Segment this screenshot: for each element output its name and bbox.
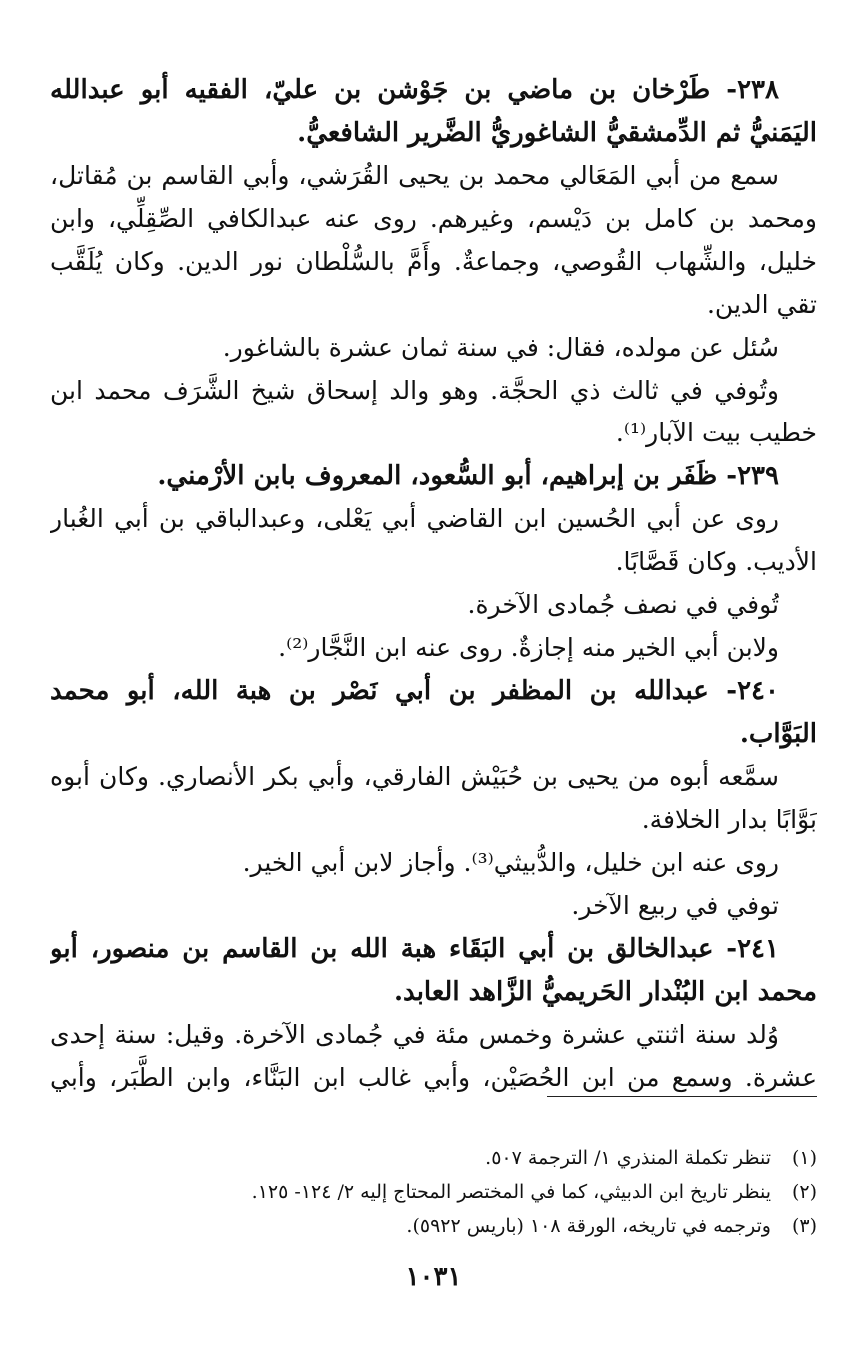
entry-239-heading: ٢٣٩- ظَفَر بن إبراهيم، أبو السُّعود، المعروف بابن الأرْمني. <box>157 461 779 491</box>
entry-240-text: سمَّعه أبوه من يحيى بن حُبَيْش الفارقي، وأبي بكر الأنصاري. وكان أبوه <box>50 762 779 791</box>
entry-240-heading-cont: البَوَّاب. <box>739 719 817 749</box>
entry-238-text: سمع من أبي المَعَالي محمد بن يحيى القُرَشي، وأبي القاسم بن مُقاتل، <box>50 161 779 190</box>
entry-240-heading: ٢٤٠- عبدالله بن المظفر بن أبي نَصْر بن هبة الله، أبو محمد <box>50 676 779 706</box>
page-number: ١٠٣١ <box>405 1262 462 1292</box>
footnote-text: تنظر تكملة المنذري ١/ الترجمة ٥٠٧. <box>485 1147 771 1169</box>
footnote-divider <box>547 1096 817 1097</box>
footnote-number: (٣) <box>791 1215 817 1237</box>
footnote-text: وترجمه في تاريخه، الورقة ١٠٨ (باريس ٥٩٢٢). <box>406 1215 771 1237</box>
entry-238-text: تقي الدين. <box>706 290 817 319</box>
entry-238-birth: سُئل عن مولده، فقال: في سنة ثمان عشرة بالشاغور. <box>222 333 779 362</box>
entry-241-text: عشرة. وسمع من ابن الحُصَيْن، وأبي غالب ابن البَنَّاء، وابن الطَّبَر، وأبي <box>50 1063 817 1092</box>
footnote-1 <box>50 1143 817 1173</box>
entry-238-heading: ٢٣٨- طَرْخان بن ماضي بن جَوْشن بن عليّ، الفقيه أبو عبدالله <box>50 75 779 105</box>
entry-240-text: بَوَّابًا بدار الخلافة. <box>641 805 817 834</box>
footnote-number: (٢) <box>791 1181 817 1203</box>
entry-241-text: وُلد سنة اثنتي عشرة وخمس مئة في جُمادى الآخرة. وقيل: سنة إحدى <box>50 1020 779 1049</box>
entry-239-note: ولابن أبي الخير منه إجازةٌ. روى عنه ابن النَّجَّار⁽²⁾. <box>278 633 779 662</box>
entry-238-text: خليل، والشِّهاب القُوصي، وجماعةٌ. وأَمَّ بالسُّلْطان نور الدين. وكان يُلَقَّب <box>50 247 817 276</box>
footnote-number: (١) <box>791 1147 817 1169</box>
entry-241-heading-cont: محمد ابن البُنْدار الحَريميُّ الزَّاهد العابد. <box>394 977 817 1007</box>
entry-240-narrators: روى عنه ابن خليل، والدُّبيثي⁽³⁾. وأجاز لابن أبي الخير. <box>242 848 779 877</box>
entry-238-text: ومحمد بن كامل بن دَيْسم، وغيرهم. روى عنه عبدالكافي الصِّقِلِّي، وابن <box>50 204 817 233</box>
entry-238-heading-cont: اليَمَنيُّ ثم الدِّمشقيُّ الشاغوريُّ الضَّرير الشافعيُّ. <box>297 118 817 148</box>
footnote-2 <box>50 1177 817 1207</box>
entry-239-text: الأديب. وكان قَصَّابًا. <box>615 547 817 576</box>
footnote-3 <box>50 1211 817 1241</box>
entry-239-death: تُوفي في نصف جُمادى الآخرة. <box>467 590 779 619</box>
entry-241-heading: ٢٤١- عبدالخالق بن أبي البَقَاء هبة الله بن القاسم بن منصور، أبو <box>50 934 779 964</box>
entry-238-death: وتُوفي في ثالث ذي الحجَّة. وهو والد إسحاق شيخ الشَّرَف محمد ابن <box>50 376 779 405</box>
entry-240-death: توفي في ربيع الآخر. <box>571 891 779 920</box>
entry-238-death: خطيب بيت الآبار⁽¹⁾. <box>615 418 817 447</box>
footnote-text: ينظر تاريخ ابن الدبيثي، كما في المختصر المحتاج إليه ٢/ ١٢٤- ١٢٥. <box>251 1181 771 1203</box>
entry-239-text: روى عن أبي الحُسين ابن القاضي أبي يَعْلى، وعبدالباقي بن أبي الغُبار <box>50 504 779 533</box>
